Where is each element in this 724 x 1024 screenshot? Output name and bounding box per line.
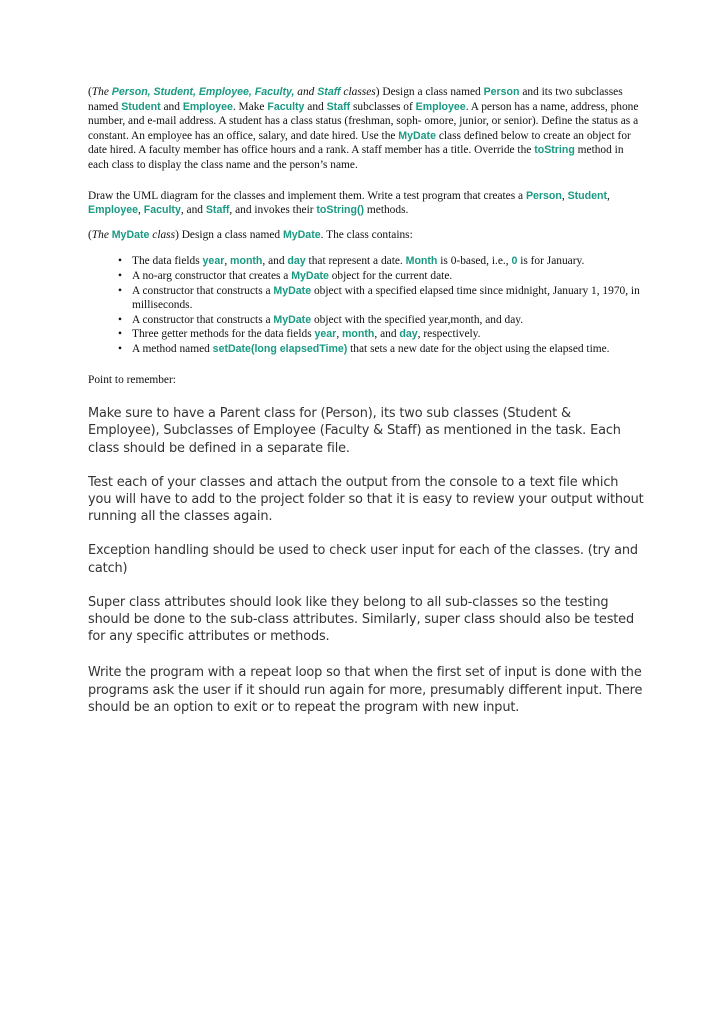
text: that represent a date. [305, 255, 406, 268]
text: , [138, 204, 144, 217]
text: A constructor that constructs a [132, 284, 274, 297]
text: subclasses of [350, 100, 416, 113]
keyword: month [230, 255, 263, 268]
list-item [88, 269, 644, 284]
text: A constructor that constructs a [132, 313, 274, 326]
mydate-requirements-list [88, 254, 644, 356]
text: object with a specified elapsed time since midnight, January 1, 1970, in milliseconds. [132, 284, 640, 312]
text: ) [175, 228, 179, 241]
text: class [149, 228, 176, 241]
bullet-icon: • [118, 269, 122, 282]
text: , and [374, 328, 400, 341]
text: ( [88, 86, 92, 98]
text: , [336, 328, 343, 341]
bullet-icon: • [118, 255, 122, 268]
text: and [294, 86, 318, 98]
text: Draw the UML diagram for the classes and implement them. Write a test program that creates a [88, 189, 526, 202]
text: ) [375, 86, 380, 98]
keyword: Staff [205, 204, 230, 217]
points-section [88, 405, 644, 716]
text: that sets a new date for the object using the elapsed time. [347, 342, 610, 355]
point-paragraph: Write the program with a repeat loop so that when the first set of input is done with the programs ask the user if it should run again for more, presumably different input. There should be an option to exit or to repeat the program with new input. [88, 665, 643, 715]
point-paragraph: Exception handling should be used to check user input for each of the classes. (try and catch) [88, 543, 638, 576]
point-paragraph: Test each of your classes and attach the output from the console to a text file which you will have to add to the project folder so that it is easy to review your output without running all the classes again. [88, 474, 644, 525]
keyword: year [314, 328, 337, 341]
text: and [160, 100, 183, 113]
keyword: toString() [316, 204, 365, 217]
text: and [304, 100, 327, 113]
bullet-icon: • [118, 342, 122, 355]
text: Design a class named [379, 86, 484, 98]
text: . A person has a name, address, phone number, and e-mail address. A student has a class status (freshman, soph- omore, junior, or senior). Define the status as a constant. An employee has an office, salary, and date hired. Use the [88, 100, 639, 142]
keyword: Person [483, 86, 520, 98]
text: ( [88, 228, 92, 241]
keyword: MyDate [273, 313, 312, 326]
points-heading: Point to remember: [88, 373, 176, 386]
text: , [607, 189, 610, 202]
text: method in each class to display the class name and the person’s name. [88, 144, 624, 171]
keyword: Person [525, 189, 562, 202]
text: . Make [232, 100, 268, 113]
keyword: Faculty [143, 204, 181, 217]
text: is 0-based, i.e., [437, 255, 512, 268]
text: . The class contains: [320, 228, 413, 241]
keyword: Student [121, 100, 161, 113]
text: is for January. [517, 255, 585, 268]
text: The [91, 228, 112, 241]
text: A no-arg constructor that creates a [132, 269, 292, 282]
keyword: MyDate [291, 269, 329, 282]
keyword: day [287, 255, 306, 268]
list-item [88, 313, 644, 328]
keyword: year [202, 255, 225, 268]
list-item [88, 254, 644, 269]
keyword: Student [567, 189, 607, 202]
text: Design a class named [178, 228, 283, 241]
keyword: MyDate [273, 284, 312, 297]
keyword: Staff [317, 86, 341, 98]
keyword: Employee [415, 100, 466, 113]
list-item [88, 327, 644, 342]
keyword: 0 [511, 255, 518, 268]
text: class defined below to create an object for date hired. A faculty member has office hours and a rank. A staff member has a title. Override the [88, 129, 631, 157]
keyword: day [399, 328, 418, 341]
keyword: Employee [88, 204, 139, 217]
text: classes [340, 86, 376, 98]
text: Three getter methods for the data fields [132, 328, 315, 341]
keyword: month [342, 328, 375, 341]
person-task-paragraph [88, 85, 644, 173]
list-item [88, 342, 644, 357]
keyword: MyDate [398, 129, 436, 142]
mydate-task-paragraph [88, 228, 644, 243]
keyword: MyDate [282, 228, 321, 241]
list-item [88, 284, 644, 313]
text: , respectively. [417, 328, 481, 341]
bullet-icon: • [118, 313, 122, 326]
text: The [91, 86, 109, 98]
keyword: Faculty [267, 100, 305, 113]
keyword: Month [405, 255, 438, 268]
text: methods. [364, 204, 409, 217]
document-page [88, 85, 644, 733]
keyword: toString [534, 144, 575, 157]
text: , [224, 255, 231, 268]
bullet-icon: • [118, 284, 122, 297]
keyword: Employee [182, 100, 233, 113]
uml-task-paragraph [88, 189, 644, 218]
text: A method named [132, 342, 213, 355]
keyword: setDate(long elapsedTime) [212, 342, 348, 355]
keyword: MyDate [111, 228, 150, 241]
text: The data fields [132, 255, 203, 268]
keyword: Person, Student, Employee, Faculty, [111, 86, 295, 98]
point-paragraph: Super class attributes should look like they belong to all sub-classes so the testing should be done to the sub-class attributes. Similarly, super class should also be tested for any specific attributes or methods. [88, 594, 634, 645]
text: and its two subclasses named [88, 86, 623, 113]
text: object with the specified year,month, and day. [311, 313, 524, 326]
text: , and [262, 255, 288, 268]
point-paragraph: Make sure to have a Parent class for (Person), its two sub classes (Student & Employee), Subclasses of Employee (Faculty & Staff) as mentioned in the task. Each class should be defined in a separate file. [88, 406, 621, 456]
bullet-icon: • [118, 328, 122, 341]
keyword: Staff [326, 100, 351, 113]
text: , and invokes their [229, 204, 317, 217]
text: , and [180, 204, 206, 217]
text: , [561, 189, 568, 202]
text: object for the current date. [328, 269, 453, 282]
